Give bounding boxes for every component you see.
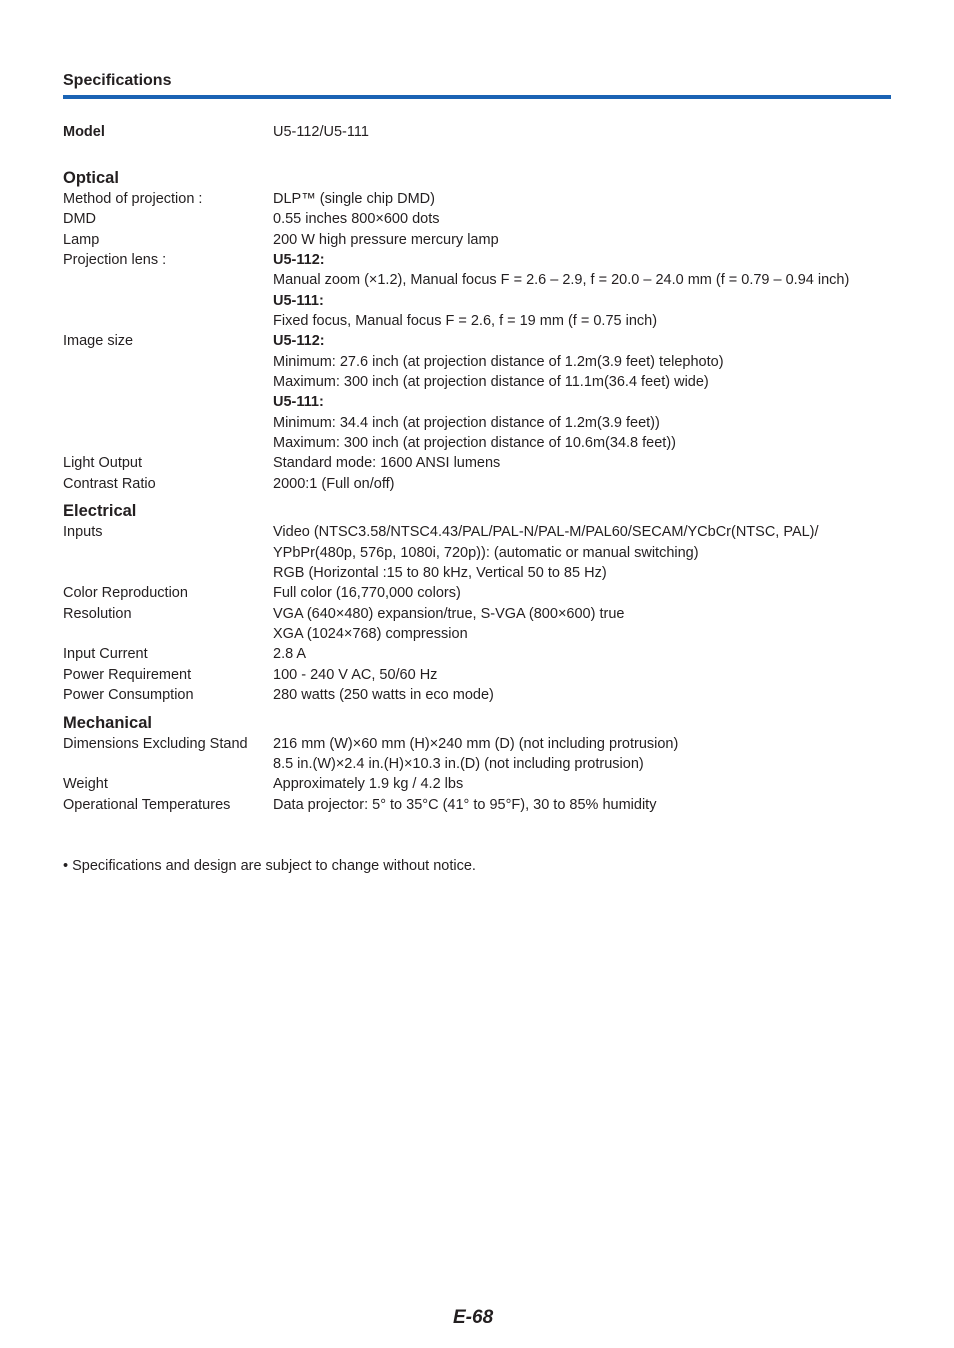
spec-row xyxy=(63,795,891,815)
spec-row xyxy=(63,372,891,392)
spec-value: Minimum: 27.6 inch (at projection distance of 1.2m(3.9 feet) telephoto) xyxy=(273,354,724,370)
spec-value: Maximum: 300 inch (at projection distance of 11.1m(36.4 feet) wide) xyxy=(273,374,709,390)
spec-value: 0.55 inches 800×600 dots xyxy=(273,211,440,227)
spec-row xyxy=(63,270,891,290)
spec-label: Power Consumption xyxy=(63,687,194,703)
spec-label: DMD xyxy=(63,211,97,227)
spec-label: Input Current xyxy=(63,646,148,662)
spec-row xyxy=(63,474,891,494)
spec-value: 2000:1 (Full on/off) xyxy=(273,476,395,492)
spec-subhead: U5-111: xyxy=(273,394,324,410)
spec-value: Maximum: 300 inch (at projection distance of 10.6m(34.8 feet)) xyxy=(273,435,676,451)
spec-value: 2.8 A xyxy=(273,646,307,662)
spec-row xyxy=(63,543,891,563)
spec-row xyxy=(63,583,891,603)
spec-subhead: U5-111: xyxy=(273,293,324,309)
spec-value: Minimum: 34.4 inch (at projection distance of 1.2m(3.9 feet)) xyxy=(273,415,660,431)
spec-row-model xyxy=(63,122,891,142)
spec-value: RGB (Horizontal :15 to 80 kHz, Vertical 50 to 85 Hz) xyxy=(273,565,607,581)
footnote: • Specifications and design are subject to change without notice. xyxy=(63,858,476,874)
spec-row xyxy=(63,665,891,685)
spec-row xyxy=(63,413,891,433)
spec-label: Image size xyxy=(63,333,134,349)
spec-value: VGA (640×480) expansion/true, S-VGA (800×600) true xyxy=(273,606,625,622)
spec-value: Video (NTSC3.58/NTSC4.43/PAL/PAL-N/PAL-M/PAL60/SECAM/YCbCr(NTSC, PAL)/ xyxy=(273,524,819,540)
spec-value: Standard mode: 1600 ANSI lumens xyxy=(273,455,501,471)
spec-label: Resolution xyxy=(63,606,132,622)
spec-row xyxy=(63,734,891,754)
spec-value: 280 watts (250 watts in eco mode) xyxy=(273,687,494,703)
spec-value: 8.5 in.(W)×2.4 in.(H)×10.3 in.(D) (not including protrusion) xyxy=(273,756,644,772)
spec-label: Contrast Ratio xyxy=(63,476,156,492)
spec-value: 216 mm (W)×60 mm (H)×240 mm (D) (not including protrusion) xyxy=(273,736,679,752)
spec-row xyxy=(63,774,891,794)
spec-label: Method of projection : xyxy=(63,191,203,207)
section-title-electrical: Electrical xyxy=(63,502,137,520)
spec-label: Model xyxy=(63,124,105,140)
spec-value: Approximately 1.9 kg / 4.2 lbs xyxy=(273,776,464,792)
spec-row xyxy=(63,291,891,311)
spec-row xyxy=(63,352,891,372)
spec-value: YPbPr(480p, 576p, 1080i, 720p)): (automatic or manual switching) xyxy=(273,545,699,561)
page-number: E-68 xyxy=(453,1307,494,1328)
spec-value: Manual zoom (×1.2), Manual focus F = 2.6 – 2.9, f = 20.0 – 24.0 mm (f = 0.79 – 0.94 inch) xyxy=(273,272,850,288)
spec-value: U5-112/U5-111 xyxy=(273,124,369,140)
spec-label: Power Requirement xyxy=(63,667,192,683)
spec-row xyxy=(63,230,891,250)
spec-row xyxy=(63,311,891,331)
spec-value: XGA (1024×768) compression xyxy=(273,626,468,642)
spec-subhead: U5-112: xyxy=(273,252,325,268)
spec-row xyxy=(63,754,891,774)
spec-row xyxy=(63,604,891,624)
spec-row xyxy=(63,522,891,542)
spec-row xyxy=(63,392,891,412)
spec-row xyxy=(63,189,891,209)
spec-label: Operational Temperatures xyxy=(63,797,231,813)
spec-label: Dimensions Excluding Stand xyxy=(63,736,248,752)
spec-subhead: U5-112: xyxy=(273,333,325,349)
spec-row xyxy=(63,209,891,229)
spec-value: DLP™ (single chip DMD) xyxy=(273,191,435,207)
spec-row xyxy=(63,563,891,583)
spec-label: Light Output xyxy=(63,455,142,471)
spec-value: 200 W high pressure mercury lamp xyxy=(273,232,499,248)
spec-value: Data projector: 5° to 35°C (41° to 95°F), 30 to 85% humidity xyxy=(273,797,657,813)
spec-value: Full color (16,770,000 colors) xyxy=(273,585,461,601)
spec-row xyxy=(63,331,891,351)
page-header-title: Specifications xyxy=(63,72,172,89)
header-rule xyxy=(63,95,891,99)
spec-row xyxy=(63,624,891,644)
spec-label: Inputs xyxy=(63,524,103,540)
spec-row xyxy=(63,644,891,664)
spec-label: Weight xyxy=(63,776,108,792)
section-title-optical: Optical xyxy=(63,169,119,187)
spec-row xyxy=(63,453,891,473)
spec-label: Projection lens : xyxy=(63,252,167,268)
section-title-mechanical: Mechanical xyxy=(63,714,152,732)
spec-row xyxy=(63,250,891,270)
spec-value: 100 - 240 V AC, 50/60 Hz xyxy=(273,667,438,683)
spec-label: Lamp xyxy=(63,232,100,248)
spec-row xyxy=(63,685,891,705)
spec-label: Color Reproduction xyxy=(63,585,188,601)
spec-value: Fixed focus, Manual focus F = 2.6, f = 19 mm (f = 0.75 inch) xyxy=(273,313,658,329)
spec-row xyxy=(63,433,891,453)
